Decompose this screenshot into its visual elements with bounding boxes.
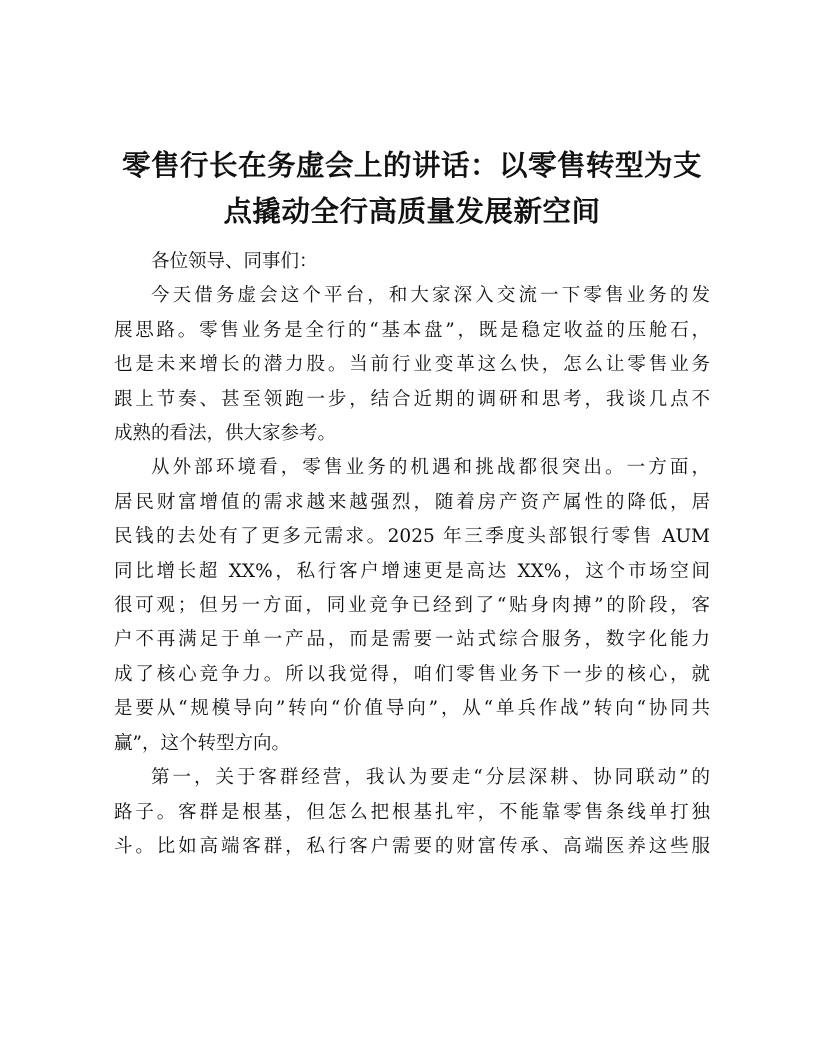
paragraph-line: 跟上节奏、甚至领跑一步，结合近期的调研和思考，我谈几点不: [114, 388, 710, 410]
paragraph-line: 从外部环境看，零售业务的机遇和挑战都很突出。一方面，: [151, 457, 710, 479]
paragraph-line: 成了核心竞争力。所以我觉得，咱们零售业务下一步的核心，就: [114, 663, 710, 685]
title-line: 点撬动全行高质量发展新空间: [223, 194, 601, 228]
paragraph-line: 户不再满足于单一产品，而是需要一站式综合服务，数字化能力: [114, 629, 710, 651]
paragraph-line: 展思路。零售业务是全行的“基本盘”，既是稳定收益的压舱石，: [114, 319, 710, 341]
salutation-paragraph: [114, 245, 710, 279]
body-paragraph: [114, 279, 710, 451]
paragraph-line: 斗。比如高端客群，私行客户需要的财富传承、高端医养这些服: [114, 835, 710, 857]
document-body: [114, 245, 710, 864]
title-line: 零售行长在务虚会上的讲话：以零售转型为支: [121, 148, 702, 182]
paragraph-line: 居民财富增值的需求越来越强烈，随着房产资产属性的降低，居: [114, 491, 710, 513]
paragraph-line: 很可观；但另一方面，同业竞争已经到了“贴身肉搏”的阶段，客: [114, 595, 710, 617]
paragraph-line: 第一，关于客群经营，我认为要走“分层深耕、协同联动”的: [151, 767, 710, 789]
body-paragraph: [114, 761, 710, 864]
paragraph-line: 今天借务虚会这个平台，和大家深入交流一下零售业务的发: [151, 285, 710, 307]
paragraph-line: 成熟的看法，供大家参考。: [114, 423, 337, 445]
paragraph-line: 赢”，这个转型方向。: [114, 732, 290, 754]
paragraph-line: 路子。客群是根基，但怎么把根基扎牢，不能靠零售条线单打独: [114, 801, 710, 823]
paragraph-line: 民钱的去处有了更多元需求。2025 年三季度头部银行零售 AUM: [114, 526, 710, 548]
body-paragraph: [114, 451, 710, 761]
document-title: [112, 142, 712, 234]
paragraph-line: 是要从“规模导向”转向“价值导向”，从“单兵作战”转向“协同共: [114, 698, 710, 720]
paragraph-line: 同比增长超 XX%，私行客户增速更是高达 XX%，这个市场空间: [114, 560, 710, 582]
paragraph-line: 也是未来增长的潜力股。当前行业变革这么快，怎么让零售业务: [114, 354, 710, 376]
paragraph-line: 各位领导、同事们：: [151, 251, 318, 272]
